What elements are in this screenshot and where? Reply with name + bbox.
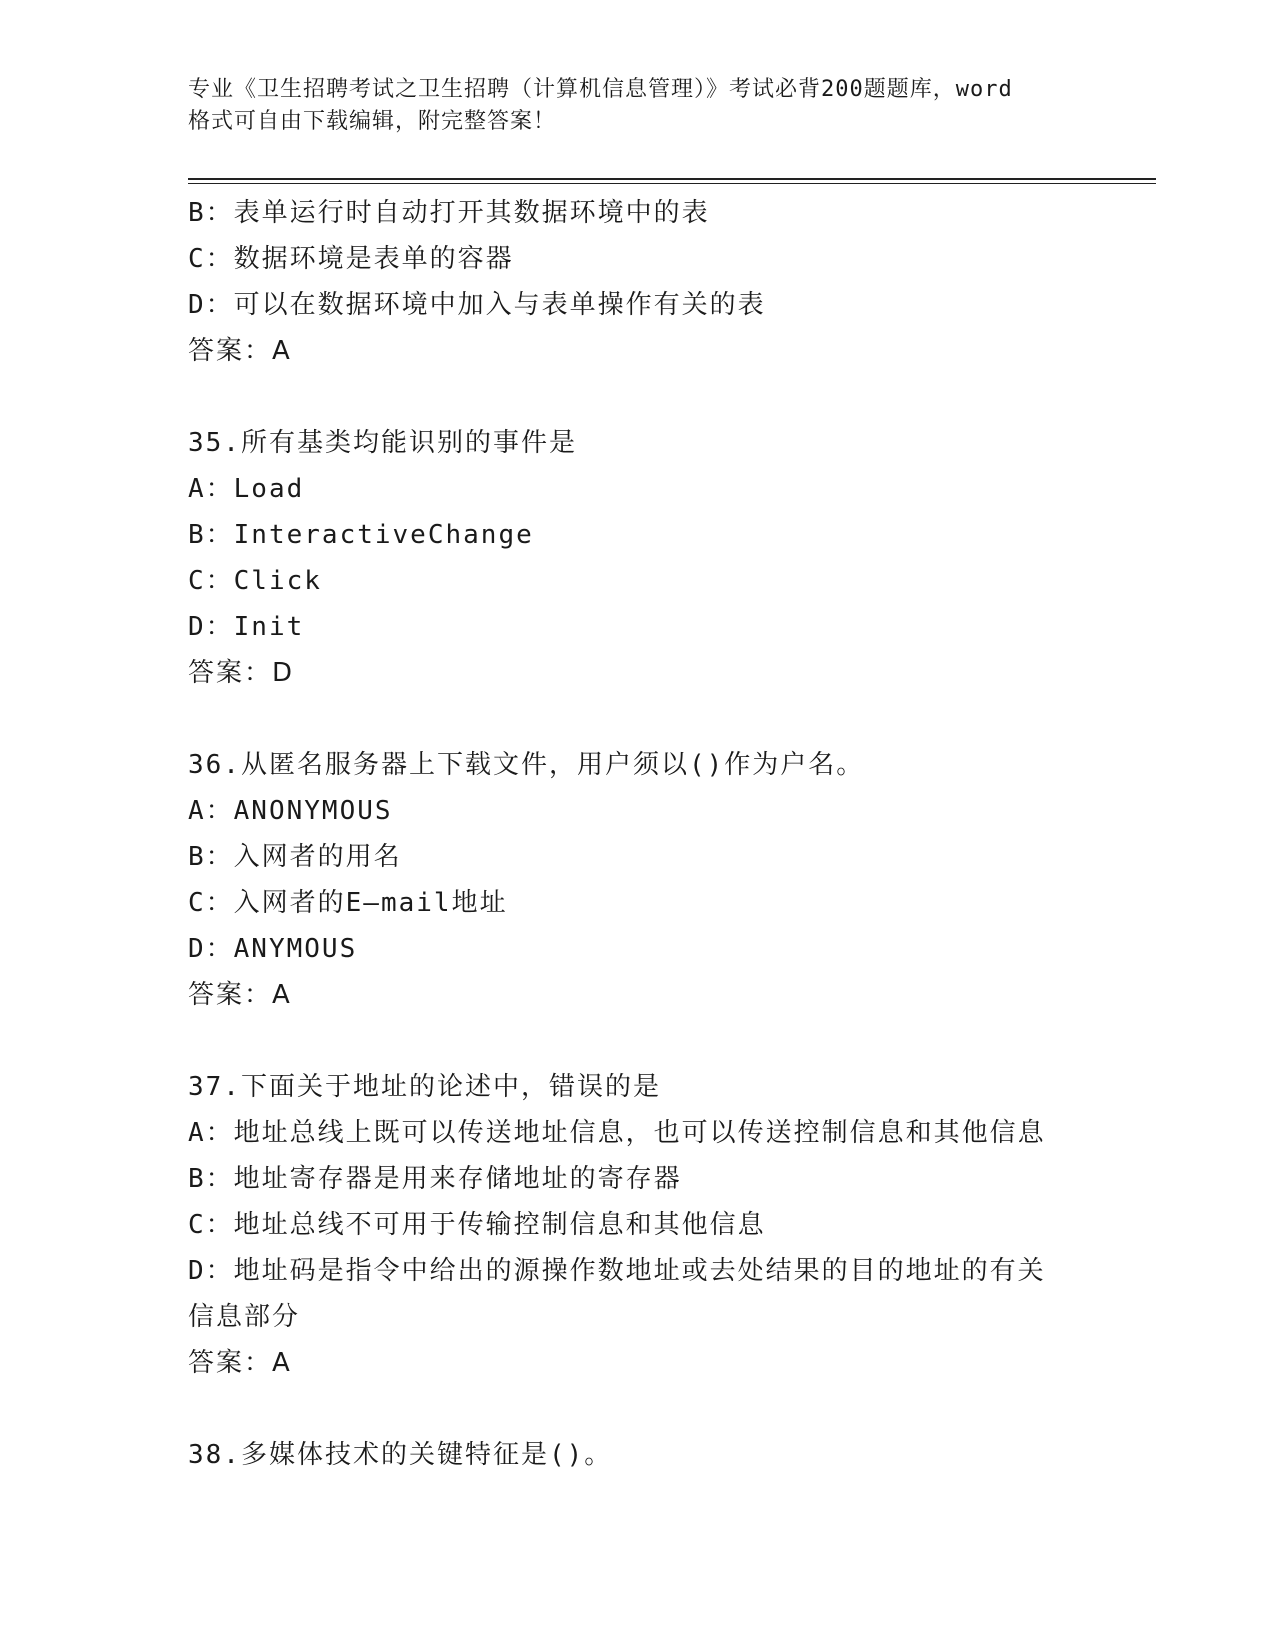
option-d-continued: 信息部分 <box>188 1302 301 1332</box>
spacer <box>188 1386 1088 1432</box>
document-header <box>188 74 1088 138</box>
question-text: 36.从匿名服务器上下载文件，用户须以()作为户名。 <box>188 750 865 780</box>
spacer <box>188 696 1088 742</box>
option-d: D：Init <box>188 612 305 642</box>
header-rule-thin <box>188 183 1156 184</box>
header-rule-thick <box>188 178 1156 180</box>
option-a: A：地址总线上既可以传送地址信息，也可以传送控制信息和其他信息 <box>188 1118 1046 1148</box>
option-b: B：地址寄存器是用来存储地址的寄存器 <box>188 1164 682 1194</box>
header-title-line-2: 格式可自由下载编辑，附完整答案！ <box>188 109 557 134</box>
option-d: D：可以在数据环境中加入与表单操作有关的表 <box>188 290 766 320</box>
answer: 答案：D <box>188 658 295 688</box>
option-a: A：Load <box>188 474 305 504</box>
option-b: B：表单运行时自动打开其数据环境中的表 <box>188 198 710 228</box>
answer: 答案：A <box>188 980 292 1010</box>
option-d: D：ANYMOUS <box>188 934 358 964</box>
question-35 <box>188 420 1088 696</box>
option-c: C：数据环境是表单的容器 <box>188 244 514 274</box>
question-list <box>188 190 1088 1478</box>
option-b: B：InteractiveChange <box>188 520 534 550</box>
question-37 <box>188 1064 1088 1386</box>
spacer <box>188 374 1088 420</box>
question-text: 37.下面关于地址的论述中，错误的是 <box>188 1072 661 1102</box>
option-c: C：地址总线不可用于传输控制信息和其他信息 <box>188 1210 766 1240</box>
option-c: C：入网者的E—mail地址 <box>188 888 508 918</box>
question-text: 35.所有基类均能识别的事件是 <box>188 428 577 458</box>
question-38 <box>188 1432 1088 1478</box>
answer: 答案：A <box>188 1348 292 1378</box>
option-a: A：ANONYMOUS <box>188 796 393 826</box>
question-36 <box>188 742 1088 1018</box>
question-34-tail <box>188 190 1088 374</box>
option-d: D：地址码是指令中给出的源操作数地址或去处结果的目的地址的有关 <box>188 1256 1046 1286</box>
option-c: C：Click <box>188 566 322 596</box>
header-title-line-1: 专业《卫生招聘考试之卫生招聘（计算机信息管理）》考试必背200题题库，word <box>188 77 1013 102</box>
spacer <box>188 1018 1088 1064</box>
answer: 答案：A <box>188 336 292 366</box>
question-text: 38.多媒体技术的关键特征是()。 <box>188 1440 613 1470</box>
option-b: B：入网者的用名 <box>188 842 402 872</box>
